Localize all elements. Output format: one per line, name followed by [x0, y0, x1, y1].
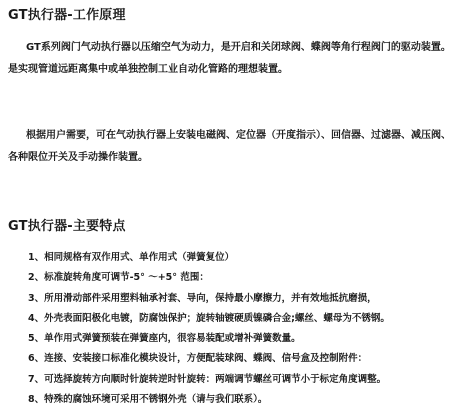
list-item: 5、单作用式弹簧预装在弹簧座内，很容易装配或增补弹簧数量。: [28, 333, 301, 345]
features-list: [8, 248, 468, 410]
section-title-main-features: GT执行器-主要特点: [8, 219, 126, 234]
list-item: 2、标准旋转角度可调节-5° ～+5° 范围：: [28, 272, 209, 284]
list-item: 6、连接、安装接口标准化模块设计，方便配装球阀、蝶阀、信号盒及控制附件：: [28, 353, 368, 365]
paragraph-principle-intro: GT系列阀门气动执行器以压缩空气为动力，是开启和关闭球阀、蝶阀等角行程阀门的驱动装置。是实现管道远距离集中或单独控制工业自动化管路的理想装置。: [8, 42, 451, 75]
list-item: 7、可选择旋转方向顺时针旋转逆时针旋转：两端调节螺丝可调节小于标定角度调整。: [28, 373, 387, 385]
list-item: 1、相同规格有双作用式、单作用式（弹簧复位）: [28, 252, 235, 263]
section-title-working-principle: GT执行器-工作原理: [8, 8, 126, 23]
list-item: 8、特殊的腐蚀环境可采用不锈钢外壳（请与我们联系）。: [28, 394, 268, 406]
list-item: 3、所用滑动部件采用塑料轴承衬套、导向，保持最小摩擦力，并有效地抵抗磨损，: [28, 292, 377, 304]
list-item: 4、外壳表面阳极化电镀，防腐蚀保护；旋转轴镀硬质镍磷合金;螺丝、螺母为不锈钢。: [28, 312, 390, 324]
paragraph-accessories: 根据用户需要，可在气动执行器上安装电磁阀、定位器（开度指示）、回信器、过滤器、减压阀、各种限位开关及手动操作装置。: [8, 130, 451, 163]
